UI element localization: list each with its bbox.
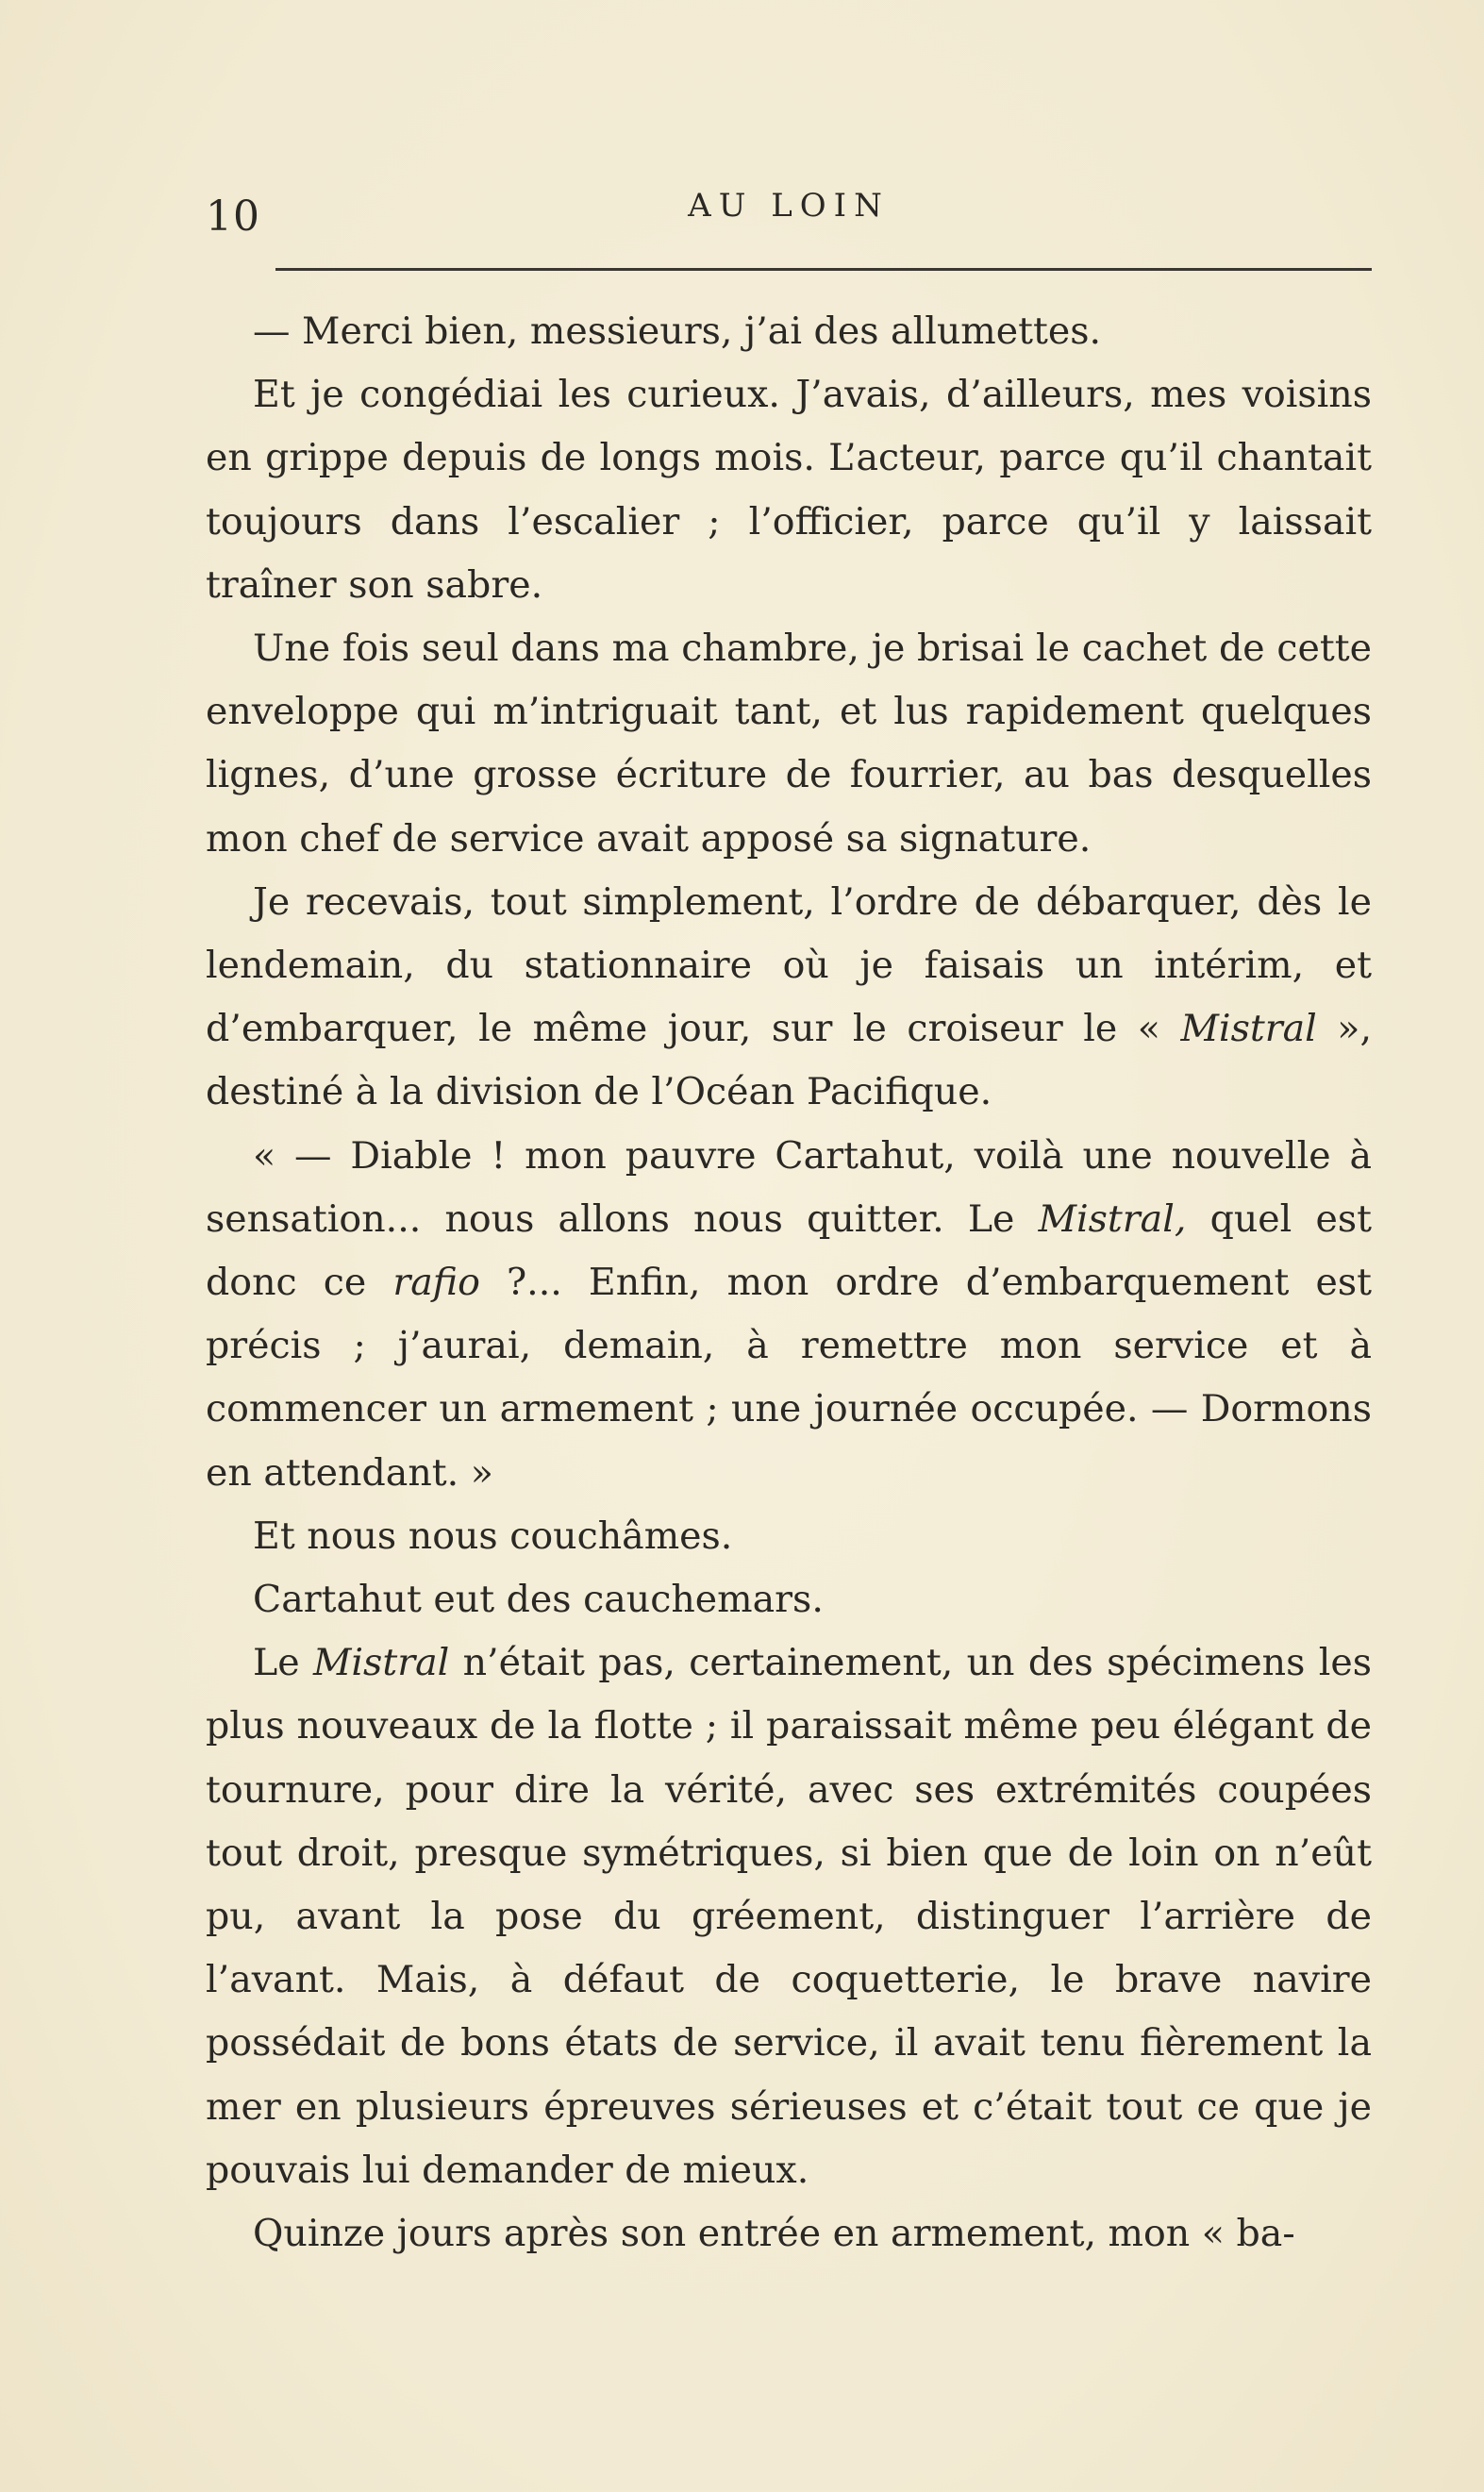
body-text bbox=[206, 300, 1372, 2266]
paragraph bbox=[206, 1631, 1372, 2202]
paragraph: Une fois seul dans ma chambre, je brisai le cachet de cette enveloppe qui m’intriguait tant, et lus rapidement quelques lignes, d’une grosse écriture de fourrier, au bas desquelles mon chef de service avait apposé sa signature. bbox=[206, 627, 1372, 861]
paragraph-text: Je recevais, tout simplement, l’ordre de débarquer, dès le lendemain, du stationnaire où je faisais un intérim, et d’embarquer, le même jour, sur le croiseur le « bbox=[206, 879, 1372, 1051]
paragraph-text: Le bbox=[253, 1641, 313, 1685]
paragraph-text: ?... Enfin, mon ordre d’embarquement est précis ; j’aurai, demain, à remettre mon service et à commencer un armement ; une journée occupée. — Dormons en attendant. » bbox=[206, 1261, 1372, 1495]
paragraph: Cartahut eut des cauchemars. bbox=[253, 1578, 824, 1622]
paragraph-text: quel est donc ce bbox=[206, 1196, 1372, 1305]
paragraph-text: « — Diable ! mon pauvre Cartahut, voilà une nouvelle à sensation... nous allons nous quitter. Le bbox=[206, 1133, 1372, 1241]
ship-name: Mistral bbox=[312, 1641, 450, 1685]
ship-name: Mistral bbox=[1180, 1007, 1317, 1051]
running-title: AU LOIN bbox=[688, 187, 890, 225]
paragraph: — Merci bien, messieurs, j’ai des allumettes. bbox=[253, 309, 1102, 353]
paragraph bbox=[206, 1125, 1372, 1505]
paragraph: Quinze jours après son entrée en armement, mon « ba- bbox=[253, 2212, 1295, 2256]
ship-name: Mistral, bbox=[1038, 1196, 1187, 1241]
paragraph-text: n’était pas, certainement, un des spécimens les plus nouveaux de la flotte ; il paraissait même peu élégant de tournure, pour dire la vérité, avec ses extrémités coupées tout droit, presque symétriques, si bien que de loin on n’eût pu, avant la pose du gréement, distinguer l’arrière de l’avant. Mais, à défaut de coquetterie, le brave navire possédait de bons états de service, il avait tenu fièrement la mer en plusieurs épreuves sérieuses et c’était tout ce que je pouvais lui demander de mieux. bbox=[206, 1641, 1372, 2192]
page-number: 10 bbox=[206, 192, 260, 241]
italic-word: rafio bbox=[392, 1261, 480, 1305]
header-rule bbox=[275, 268, 1372, 271]
paragraph: Et je congédiai les curieux. J’avais, d’ailleurs, mes voisins en grippe depuis de longs mois. L’acteur, parce qu’il chantait toujours dans l’escalier ; l’officier, parce qu’il y laissait traîner son sabre. bbox=[206, 373, 1372, 607]
page-header bbox=[206, 179, 1372, 245]
paragraph bbox=[206, 871, 1372, 1125]
paragraph: Et nous nous couchâmes. bbox=[253, 1514, 733, 1558]
paragraph-text: », destiné à la division de l’Océan Pacifique. bbox=[206, 1007, 1373, 1114]
